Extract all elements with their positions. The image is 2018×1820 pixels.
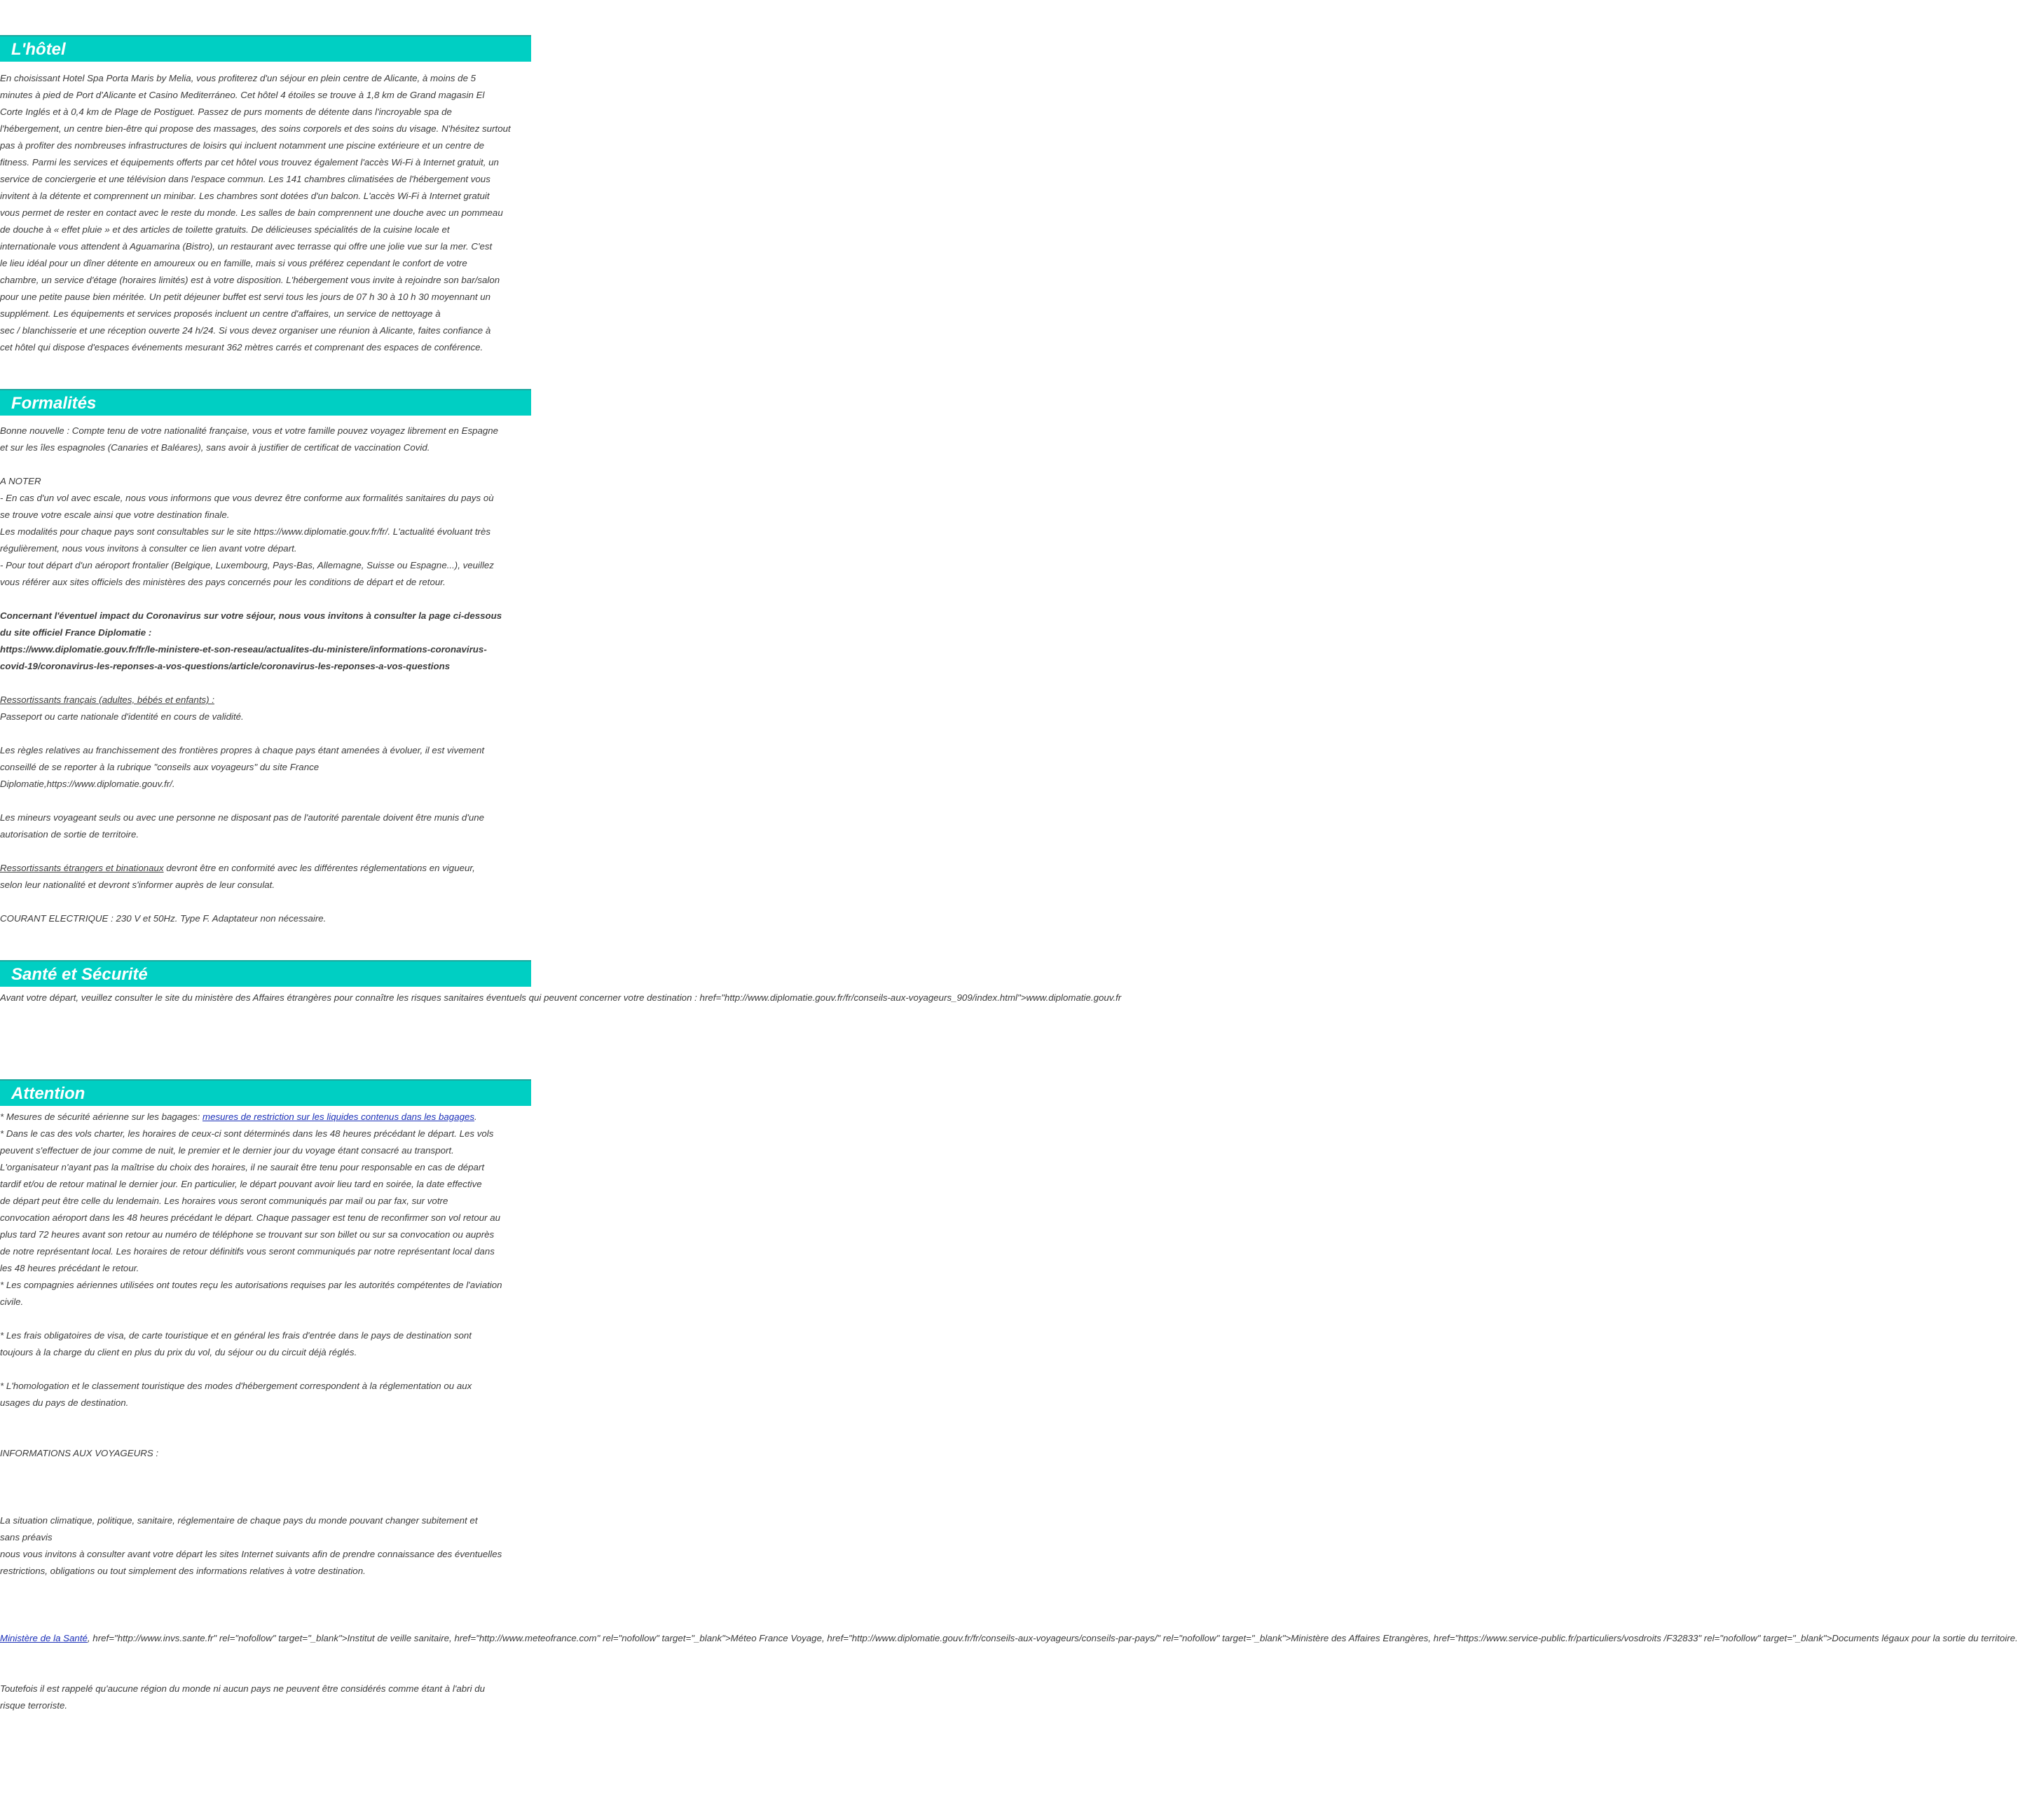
sante-section: [0, 960, 1122, 1006]
hotel-description: En choisissant Hotel Spa Porta Maris by Melia, vous profiterez d'un séjour en plein centre de Alicante, à moins de 5 minutes à pied de Port d'Alicante et Casino Mediterráneo. Cet hôtel 4 étoiles se trouve à 1,8 km de Grand magasin El Corte Inglés et à 0,4 km de Plage de Postiguet. Passez de purs moments de détente dans l'incroyable spa de l'hébergement, un centre bien-être qui propose des massages, des soins corporels et des soins du visage. N'hésitez surtout pas à profiter des nombreuses infrastructures de loisirs qui incluent notamment une piscine extérieure et un centre de fitness. Parmi les services et équipements offerts par cet hôtel vous trouvez également l'accès Wi-Fi à Internet gratuit, un service de conciergerie et une télévision dans l'espace commun. Les 141 chambres climatisées de l'hébergement vous invitent à la détente et comprennent un minibar. Les chambres sont dotées d'un balcon. L'accès Wi-Fi à Internet gratuit vous permet de rester en contact avec le reste du monde. Les salles de bain comprennent une douche avec un pommeau de douche à « effet pluie » et des articles de toilette gratuits. De délicieuses spécialités de la cuisine locale et internationale vous attendent à Aguamarina (Bistro), un restaurant avec terrasse qui offre une jolie vue sur la mer. C'est le lieu idéal pour un dîner détente en amoureux ou en famille, mais si vous préférez cependant le confort de votre chambre, un service d'étage (horaires limités) est à votre disposition. L'hébergement vous invite à rejoindre son bar/salon pour une petite pause bien méritée. Un petit déjeuner buffet est servi tous les jours de 07 h 30 à 10 h 30 moyennant un supplément. Les équipements et services proposés incluent un centre d'affaires, un service de nettoyage à sec / blanchisserie et une réception ouverte 24 h/24. Si vous devez organiser une réunion à Alicante, faites confiance à cet hôtel qui dispose d'espaces événements mesurant 362 mètres carrés et comprenant des espaces de conférence.: [0, 73, 511, 353]
attention-security: [0, 1109, 531, 1125]
formalites-section: [0, 389, 531, 927]
formalites-covid-notice: Concernant l'éventuel impact du Coronavirus sur votre séjour, nous vous invitons à consulter la page ci-dessous du site officiel France Diplomatie : https://www.diplomatie.gouv.fr/fr/le-ministere-et-son-reseau/actualites-du-ministere/informations-coronavirus- covid-19/coronavirus-les-reponses-a-vos-questions/article/coronavirus-les-reponses-a-vos-questions: [0, 610, 502, 671]
sante-text: Avant votre départ, veuillez consulter le site du ministère des Affaires étrangères pour connaître les risques sanitaires éventuels qui peuvent concerner votre destination : href="http://www.diplomatie.gouv.fr/fr/conseils-aux-voyageurs_909/index.html">www.diplomatie.gouv.fr: [0, 992, 1122, 1003]
hotel-section: [0, 35, 531, 356]
fr-citizens-label: Ressortissants français (adultes, bébés et enfants) :: [0, 695, 214, 705]
attention-charter: * Dans le cas des vols charter, les horaires de ceux-ci sont déterminés dans les 48 heures précédant le départ. Les vols peuvent s'effectuer de jour comme de nuit, le premier et le dernier jour du voyage étant consacré au transport. L'organisateur n'ayant pas la maîtrise du choix des horaires, il ne saurait être tenu pour responsable en cas de départ tardif et/ou de retour matinal le dernier jour. En particulier, le départ pouvant avoir lieu tard en soirée, la date effective de départ peut être celle du lendemain. Les horaires vous seront communiqués par mail ou par fax, sur votre convocation aéroport dans les 48 heures précédant le départ. Chaque passager est tenu de reconfirmer son vol retour au plus tard 72 heures avant son retour au numéro de téléphone se trouvant sur son billet ou sur sa convocation ou auprès de notre représentant local. Les horaires de retour définitifs vous seront communiqués par notre représentant local dans les 48 heures précédant le retour. * Les compagnies aériennes utilisées ont toutes reçu les autorisations requises par les autorités compétentes de l'aviation civile.: [0, 1128, 502, 1307]
formalites-foreign: [0, 860, 531, 894]
attention-climate: La situation climatique, politique, sanitaire, réglementaire de chaque pays du monde pouvant changer subitement et sans préavis nous vous invitons à consulter avant votre départ les sites Internet suivants afin de prendre connaissance des éventuelles restrictions, obligations ou tout simplement des informations relatives à votre destination.: [0, 1515, 502, 1576]
attention-links: [0, 1630, 2018, 1647]
attention-section: [0, 1079, 2018, 1714]
info-voyageurs-title: INFORMATIONS AUX VOYAGEURS :: [0, 1448, 159, 1458]
security-prefix: * Mesures de sécurité aérienne sur les bagages:: [0, 1111, 203, 1122]
attention-terrorism: Toutefois il est rappelé qu'aucune région du monde ni aucun pays ne peuvent être considérés comme étant à l'abri du risque terroriste.: [0, 1683, 486, 1711]
sante-heading: Santé et Sécurité: [0, 960, 531, 987]
formalites-intro: Bonne nouvelle : Compte tenu de votre nationalité française, vous et votre famille pouvez voyagez librement en Espagne et sur les îles espagnoles (Canaries et Baléares), sans avoir à justifier de certificat de vaccination Covid.: [0, 425, 499, 453]
formalites-borders: Les règles relatives au franchissement des frontières propres à chaque pays étant amenées à évoluer, il est vivement conseillé de se reporter à la rubrique "conseils aux voyageurs" du site France Diplomatie,https://www.diplomatie.gouv.fr/.: [0, 745, 485, 789]
formalites-minors: Les mineurs voyageant seuls ou avec une personne ne disposant pas de l'autorité parentale doivent être munis d'une autorisation de sortie de territoire.: [0, 812, 485, 840]
liquid-restriction-link[interactable]: mesures de restriction sur les liquides contenus dans les bagages: [203, 1111, 475, 1122]
security-suffix: .: [474, 1111, 477, 1122]
attention-fees: * Les frais obligatoires de visa, de carte touristique et en général les frais d'entrée dans le pays de destination sont toujours à la charge du client en plus du prix du vol, du séjour ou du circuit déjà réglés.: [0, 1330, 472, 1357]
ministere-sante-link[interactable]: Ministère de la Santé: [0, 1633, 88, 1643]
formalites-heading: Formalités: [0, 389, 531, 416]
hotel-heading: L'hôtel: [0, 35, 531, 62]
formalites-electric: COURANT ELECTRIQUE : 230 V et 50Hz. Type F. Adaptateur non nécessaire.: [0, 913, 327, 924]
foreign-citizens-text: devront être en conformité avec les différentes réglementations en vigueur, selon leur nationalité et devront s'informer auprès de leur consulat.: [0, 863, 475, 890]
foreign-citizens-label: Ressortissants étrangers et binationaux: [0, 863, 164, 873]
attention-homologation: * L'homologation et le classement touristique des modes d'hébergement correspondent à la réglementation ou aux usages du pays de destination.: [0, 1381, 472, 1408]
formalites-a-noter: A NOTER - En cas d'un vol avec escale, nous vous informons que vous devrez être conforme aux formalités sanitaires du pays où se trouve votre escale ainsi que votre destination finale. Les modalités pour chaque pays sont consultables sur le site https://www.diplomatie.gouv.fr/fr/. L'actualité évoluant très régulièrement, nous vous invitons à consulter ce lien avant votre départ. - Pour tout départ d'un aéroport frontalier (Belgique, Luxembourg, Pays-Bas, Allemagne, Suisse ou Espagne...), veuillez vous référer aux sites officiels des ministères des pays concernés pour les conditions de départ et de retour.: [0, 476, 494, 587]
attention-heading: Attention: [0, 1079, 531, 1106]
ministry-links-text: , href="http://www.invs.sante.fr" rel="nofollow" target="_blank">Institut de veille sanitaire, href="http://www.meteofrance.com" rel="nofollow" target="_blank">Méteo France Voyage, href="http://www.diplomatie.gouv.fr/fr/conseils-aux-voyageurs/conseils-par-pays/" rel="nofollow" target="_blank">Ministère des Affaires Etrangères, href="https://www.service-public.fr/particuliers/vosdroits /F32833" rel="nofollow" target="_blank">Documents légaux pour la sortie du territoire.: [87, 1633, 2018, 1643]
fr-citizens-text: Passeport ou carte nationale d'identité en cours de validité.: [0, 711, 244, 722]
